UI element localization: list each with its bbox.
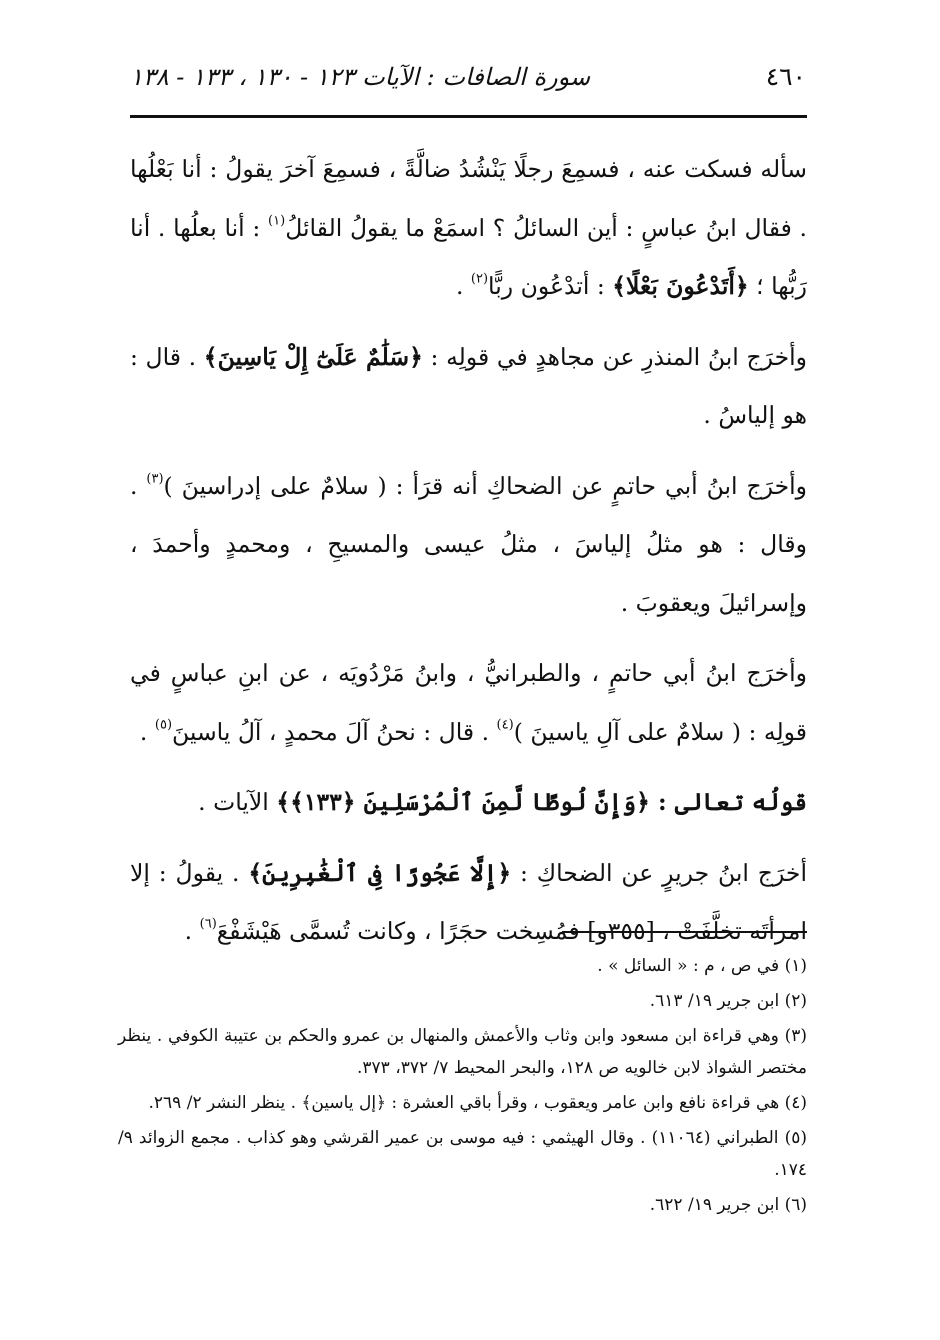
footnote-ref: (١) [268,212,286,228]
paragraph: وأخرَج ابنُ المنذرِ عن مجاهدٍ في قولِه : ﴿سَلَٰمٌ عَلَىٰٓ إِلْ يَاسِينَ﴾ . قال : هو إلياسُ . [130,342,807,429]
paragraph: وأخرَج ابنُ أبي حاتمٍ ، والطبرانيُّ ، وابنُ مَرْدُويَه ، عن ابنِ عباسٍ في قولِه : ( سلامٌ على آلِ ياسينَ )$^{(٤)}$ . قال : نحنُ آلَ محمدٍ ، آلُ ياسينَ$^{(٥)}$ . [130,659,807,746]
footnote-ref: (٤) [496,716,514,732]
paragraph: أخرَج ابنُ جريرٍ عن الضحاكِ : ﴿إِلَّا عَجُوزًا فِى ٱلْغَٰبِرِينَ﴾ . يقولُ : إلا امرأتَه تخلَّفَتْ ، [٣٥٥و] فمُسِخت حجَرًا ، وكانت تُسمَّى هَيْشَفْعَ$^{(٦)}$ . [130,858,807,945]
footnote: (٣) وهي قراءة ابن مسعود وابن وثاب والأعمش والمنهال بن عمرو والحكم بن عتيبة الكوفي . ينظر مختصر الشواذ لابن خالويه ص ١٢٨، والبحر المحيط ٧/ ٣٧٢، ٣٧٣. [118,1026,807,1078]
running-header [130,62,806,91]
header-rule [130,115,807,118]
footnote: (٤) هي قراءة نافع وابن عامر ويعقوب ، وقرأ باقي العشرة : ﴿إل ياسين﴾ . ينظر النشر ٢/ ٢٦٩. [148,1093,807,1113]
footnote-ref: (٢) [470,271,489,287]
quran-quote: ﴿سَلَٰمٌ عَلَىٰٓ إِلْ يَاسِينَ﴾ [203,342,423,371]
page-number: ٤٦٠ [765,62,806,91]
paragraph: وأخرَج ابنُ أبي حاتمٍ عن الضحاكِ أنه قرَأ : ( سلامٌ على إدراسينَ )$^{(٣)}$ . وقال : هو مثلُ إلياسَ ، مثلُ عيسى والمسيحِ ، ومحمدٍ وأحمدَ ، وإسرائيلَ ويعقوبَ . [130,470,807,617]
footnote: (١) في ص ، م : « السائل » . [597,956,807,976]
paragraph: قولُه تعالى : ﴿وَإِنَّ لُوطًا لَّمِنَ ٱلْمُرْسَلِينَ ﴿١٣٣﴾﴾ الآيات . [198,788,807,816]
quran-quote: ﴿إِلَّا عَجُوزًا فِى ٱلْغَٰبِرِينَ﴾ [248,858,512,887]
main-text [130,140,807,973]
footnote-ref: (٣) [146,470,164,486]
section-lead: قولُه تعالى : [649,788,807,816]
footnote: (٥) الطبراني (١١٠٦٤) . وقال الهيثمي : فيه موسى بن عمير القرشي وهو كذاب . مجمع الزوائد ٩/ ١٧٤. [118,1128,807,1180]
quran-quote: ﴿أَتَدْعُونَ بَعْلًا﴾ [612,272,749,300]
footnote: (٢) ابن جرير ١٩/ ٦١٣. [649,991,807,1011]
footnote-ref: (٦) [199,916,217,932]
paragraph: سأله فسكت عنه ، فسمِعَ رجلًا يَنْشُدُ ضالَّةً ، فسمِعَ آخرَ يقولُ : أنا بَعْلُها . فقال ابنُ عباسٍ : أين السائلُ ؟ اسمَعْ ما يقولُ القائلُ$^{(١)}$ : أنا بعلُها . أنا رَبُّها ؛ ﴿أَتَدْعُونَ بَعْلًا﴾ : أتدْعُون ربًّا$^{(٢)}$ . [130,155,807,300]
footnotes [118,950,807,1224]
footnote: (٦) ابن جرير ١٩/ ٦٢٢. [649,1195,807,1215]
quran-quote: ﴿وَإِنَّ لُوطًا لَّمِنَ ٱلْمُرْسَلِينَ ﴿١٣٣﴾﴾ [276,788,650,816]
footnote-rule [562,931,807,933]
footnote-ref: (٥) [154,716,173,732]
header-title: سورة الصافات : الآيات ١٢٣ - ١٣٠ ، ١٣٣ - ١٣٨ [130,63,591,91]
